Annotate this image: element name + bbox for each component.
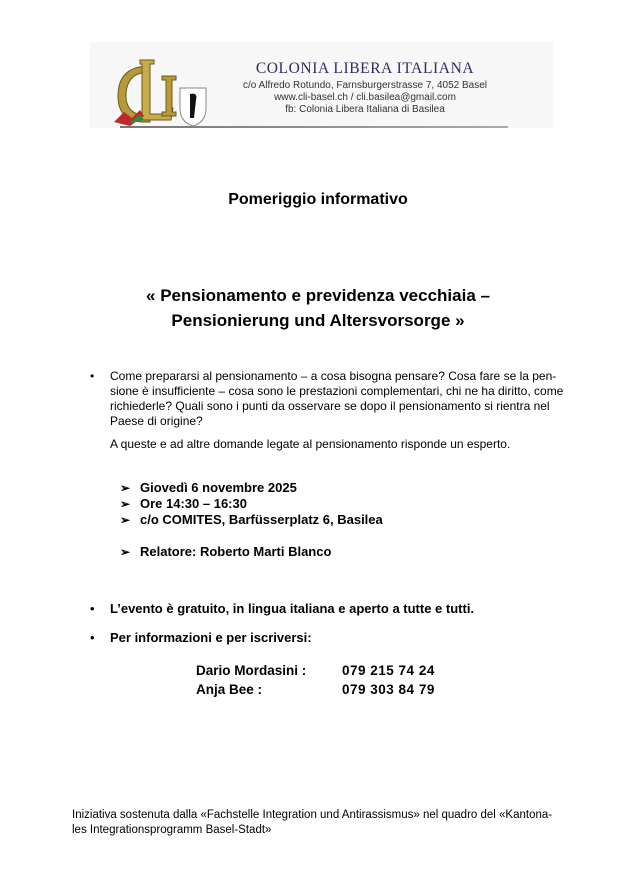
intro-line: sione è insufficiente – cosa sono le prestazioni complementari, chi ne ha diritto, come xyxy=(110,384,564,398)
contact-phone[interactable]: 079 215 74 24 xyxy=(342,663,435,678)
org-facebook: fb: Colonia Libera Italiana di Basilea xyxy=(285,104,445,115)
event-location: c/o COMITES, Barfüsserplatz 6, Basilea xyxy=(140,512,383,527)
event-info: L’evento è gratuito, in lingua italiana e aperto a tutte e tutti. xyxy=(110,601,475,616)
arrow-bullet-icon: ➢ xyxy=(120,545,131,559)
header-rule xyxy=(120,126,508,128)
footer-line: Iniziativa sostenuta dalla «Fachstelle Integration und Antirassismus» nel quadro del «Kantona- xyxy=(72,809,553,821)
intro-line: Come prepararsi al pensionamento – a cosa bisogna pensare? Cosa fare se la pen- xyxy=(110,369,557,383)
bullet-icon: • xyxy=(90,601,95,616)
title-line-2: Pensionierung und Altersvorsorge » xyxy=(171,311,465,330)
intro-paragraph xyxy=(110,369,563,452)
contact-name: Anja Bee : xyxy=(196,682,263,697)
cli-logo xyxy=(110,56,210,128)
org-web xyxy=(215,92,515,103)
contact-phone[interactable]: 079 303 84 79 xyxy=(342,682,435,697)
arrow-bullet-icon: ➢ xyxy=(120,497,131,511)
event-date: Giovedì 6 novembre 2025 xyxy=(140,480,297,495)
arrow-bullet-icon: ➢ xyxy=(120,481,131,495)
bullet-icon: • xyxy=(90,369,95,383)
intro-line: richiederle? Quali sono i punti da osservare se dopo il pensionamento si rientra nel xyxy=(110,399,550,413)
title-line-1: « Pensionamento e previdenza vecchiaia – xyxy=(146,286,490,305)
footer-line: les Integrationsprogramm Basel-Stadt» xyxy=(72,824,272,836)
org-name: COLONIA LIBERA ITALIANA xyxy=(255,60,475,77)
web-email-link[interactable]: www.cli-basel.ch / cli.basilea@gmail.com xyxy=(274,92,456,103)
subtitle: Pomeriggio informativo xyxy=(228,191,408,208)
registration-info: Per informazioni e per iscriversi: xyxy=(110,630,312,645)
contact-name: Dario Mordasini : xyxy=(196,663,307,678)
org-address: c/o Alfredo Rotundo, Farnsburgerstrasse 7, 4052 Basel xyxy=(242,80,488,91)
arrow-bullet-icon: ➢ xyxy=(120,513,131,527)
bullet-icon: • xyxy=(90,630,95,645)
event-speaker: Relatore: Roberto Marti Blanco xyxy=(140,544,332,559)
intro-answer: A queste e ad altre domande legate al pensionamento risponde un esperto. xyxy=(110,437,511,451)
event-time: Ore 14:30 – 16:30 xyxy=(140,496,247,511)
intro-line: Paese di origine? xyxy=(110,414,203,428)
